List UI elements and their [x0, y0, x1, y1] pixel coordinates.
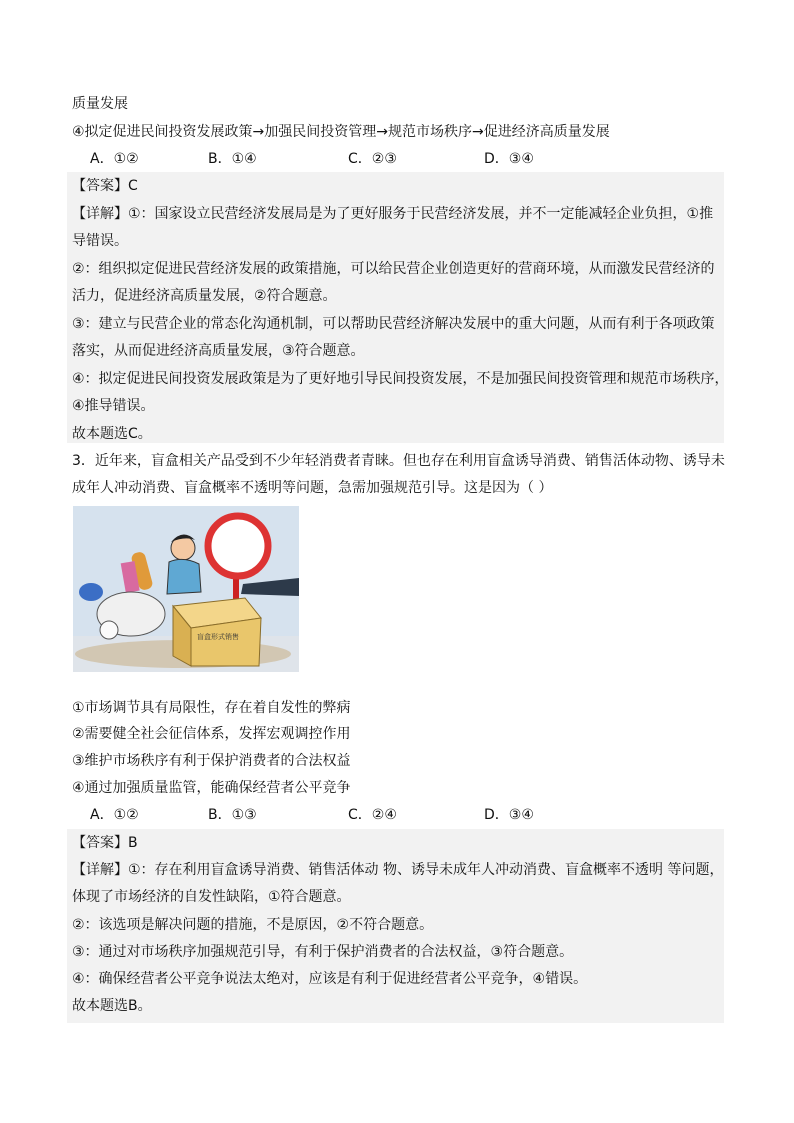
- q2-detail-line: ③：建立与民营企业的常态化沟通机制，可以帮助民营经济解决发展中的重大问题，从而有利于各项政策: [72, 316, 715, 332]
- blind-box-illustration: [73, 506, 299, 672]
- q2-option-b: B．①④: [208, 151, 257, 167]
- q3-item-4: ④通过加强质量监管，能确保经营者公平竞争: [72, 780, 351, 796]
- q2-option-c: C．②③: [348, 151, 397, 167]
- q3-detail-line: 体现了市场经济的自发性缺陷，①符合题意。: [72, 889, 351, 905]
- q2-item-4: ④拟定促进民间投资发展政策→加强民间投资管理→规范市场秩序→促进经济高质量发展: [72, 124, 610, 140]
- q3-stem-line: 成年人冲动消费、盲盒概率不透明等问题，急需加强规范引导。这是因为（ ）: [72, 480, 553, 496]
- q2-detail-line: ④推导错误。: [72, 398, 155, 414]
- q2-detail-line: 【详解】①：国家设立民营经济发展局是为了更好服务于民营经济发展，并不一定能减轻企业负担，①推: [72, 206, 714, 222]
- q3-option-a: A．①②: [90, 807, 139, 823]
- q2-detail-line: 导错误。: [72, 233, 128, 249]
- q2-stem-continuation: 质量发展: [72, 96, 128, 112]
- q2-option-d: D．③④: [484, 151, 534, 167]
- q2-detail-line: 落实，从而促进经济高质量发展，③符合题意。: [72, 343, 365, 359]
- box-label: 盲盒形式销售: [197, 633, 239, 641]
- q2-detail-line: ④：拟定促进民间投资发展政策是为了更好地引导民间投资发展，不是加强民间投资管理和规范市场秩序，: [72, 371, 729, 387]
- q3-item-1: ①市场调节具有局限性，存在着自发性的弊病: [72, 700, 351, 716]
- q3-detail-line: ④：确保经营者公平竞争说法太绝对，应该是有利于促进经营者公平竞争，④错误。: [72, 971, 588, 987]
- q3-item-3: ③维护市场秩序有利于保护消费者的合法权益: [72, 753, 351, 769]
- q3-stem-line: 3．近年来，盲盒相关产品受到不少年轻消费者青睐。但也存在利用盲盒诱导消费、销售活体动物、诱导未: [72, 453, 725, 469]
- q3-answer: 【答案】B: [72, 835, 138, 851]
- q3-detail-line: ②：该选项是解决问题的措施，不是原因，②不符合题意。: [72, 917, 434, 933]
- q3-item-2: ②需要健全社会征信体系，发挥宏观调控作用: [72, 726, 351, 742]
- q2-detail-line: ②：组织拟定促进民营经济发展的政策措施，可以给民营企业创造更好的营商环境，从而激发民营经济的: [72, 261, 715, 277]
- q3-conclusion: 故本题选B。: [72, 998, 152, 1014]
- q2-answer: 【答案】C: [72, 178, 138, 194]
- q3-option-d: D．③④: [484, 807, 534, 823]
- q2-conclusion: 故本题选C。: [72, 426, 152, 442]
- q3-option-b: B．①③: [208, 807, 257, 823]
- q3-option-c: C．②④: [348, 807, 397, 823]
- q3-detail-line: 【详解】①：存在利用盲盒诱导消费、销售活体动 物、诱导未成年人冲动消费、盲盒概率不透明 等问题，: [72, 862, 724, 878]
- q2-option-a: A．①②: [90, 151, 139, 167]
- q3-detail-line: ③：通过对市场秩序加强规范引导，有利于保护消费者的合法权益，③符合题意。: [72, 944, 574, 960]
- q2-detail-line: 活力，促进经济高质量发展，②符合题意。: [72, 288, 337, 304]
